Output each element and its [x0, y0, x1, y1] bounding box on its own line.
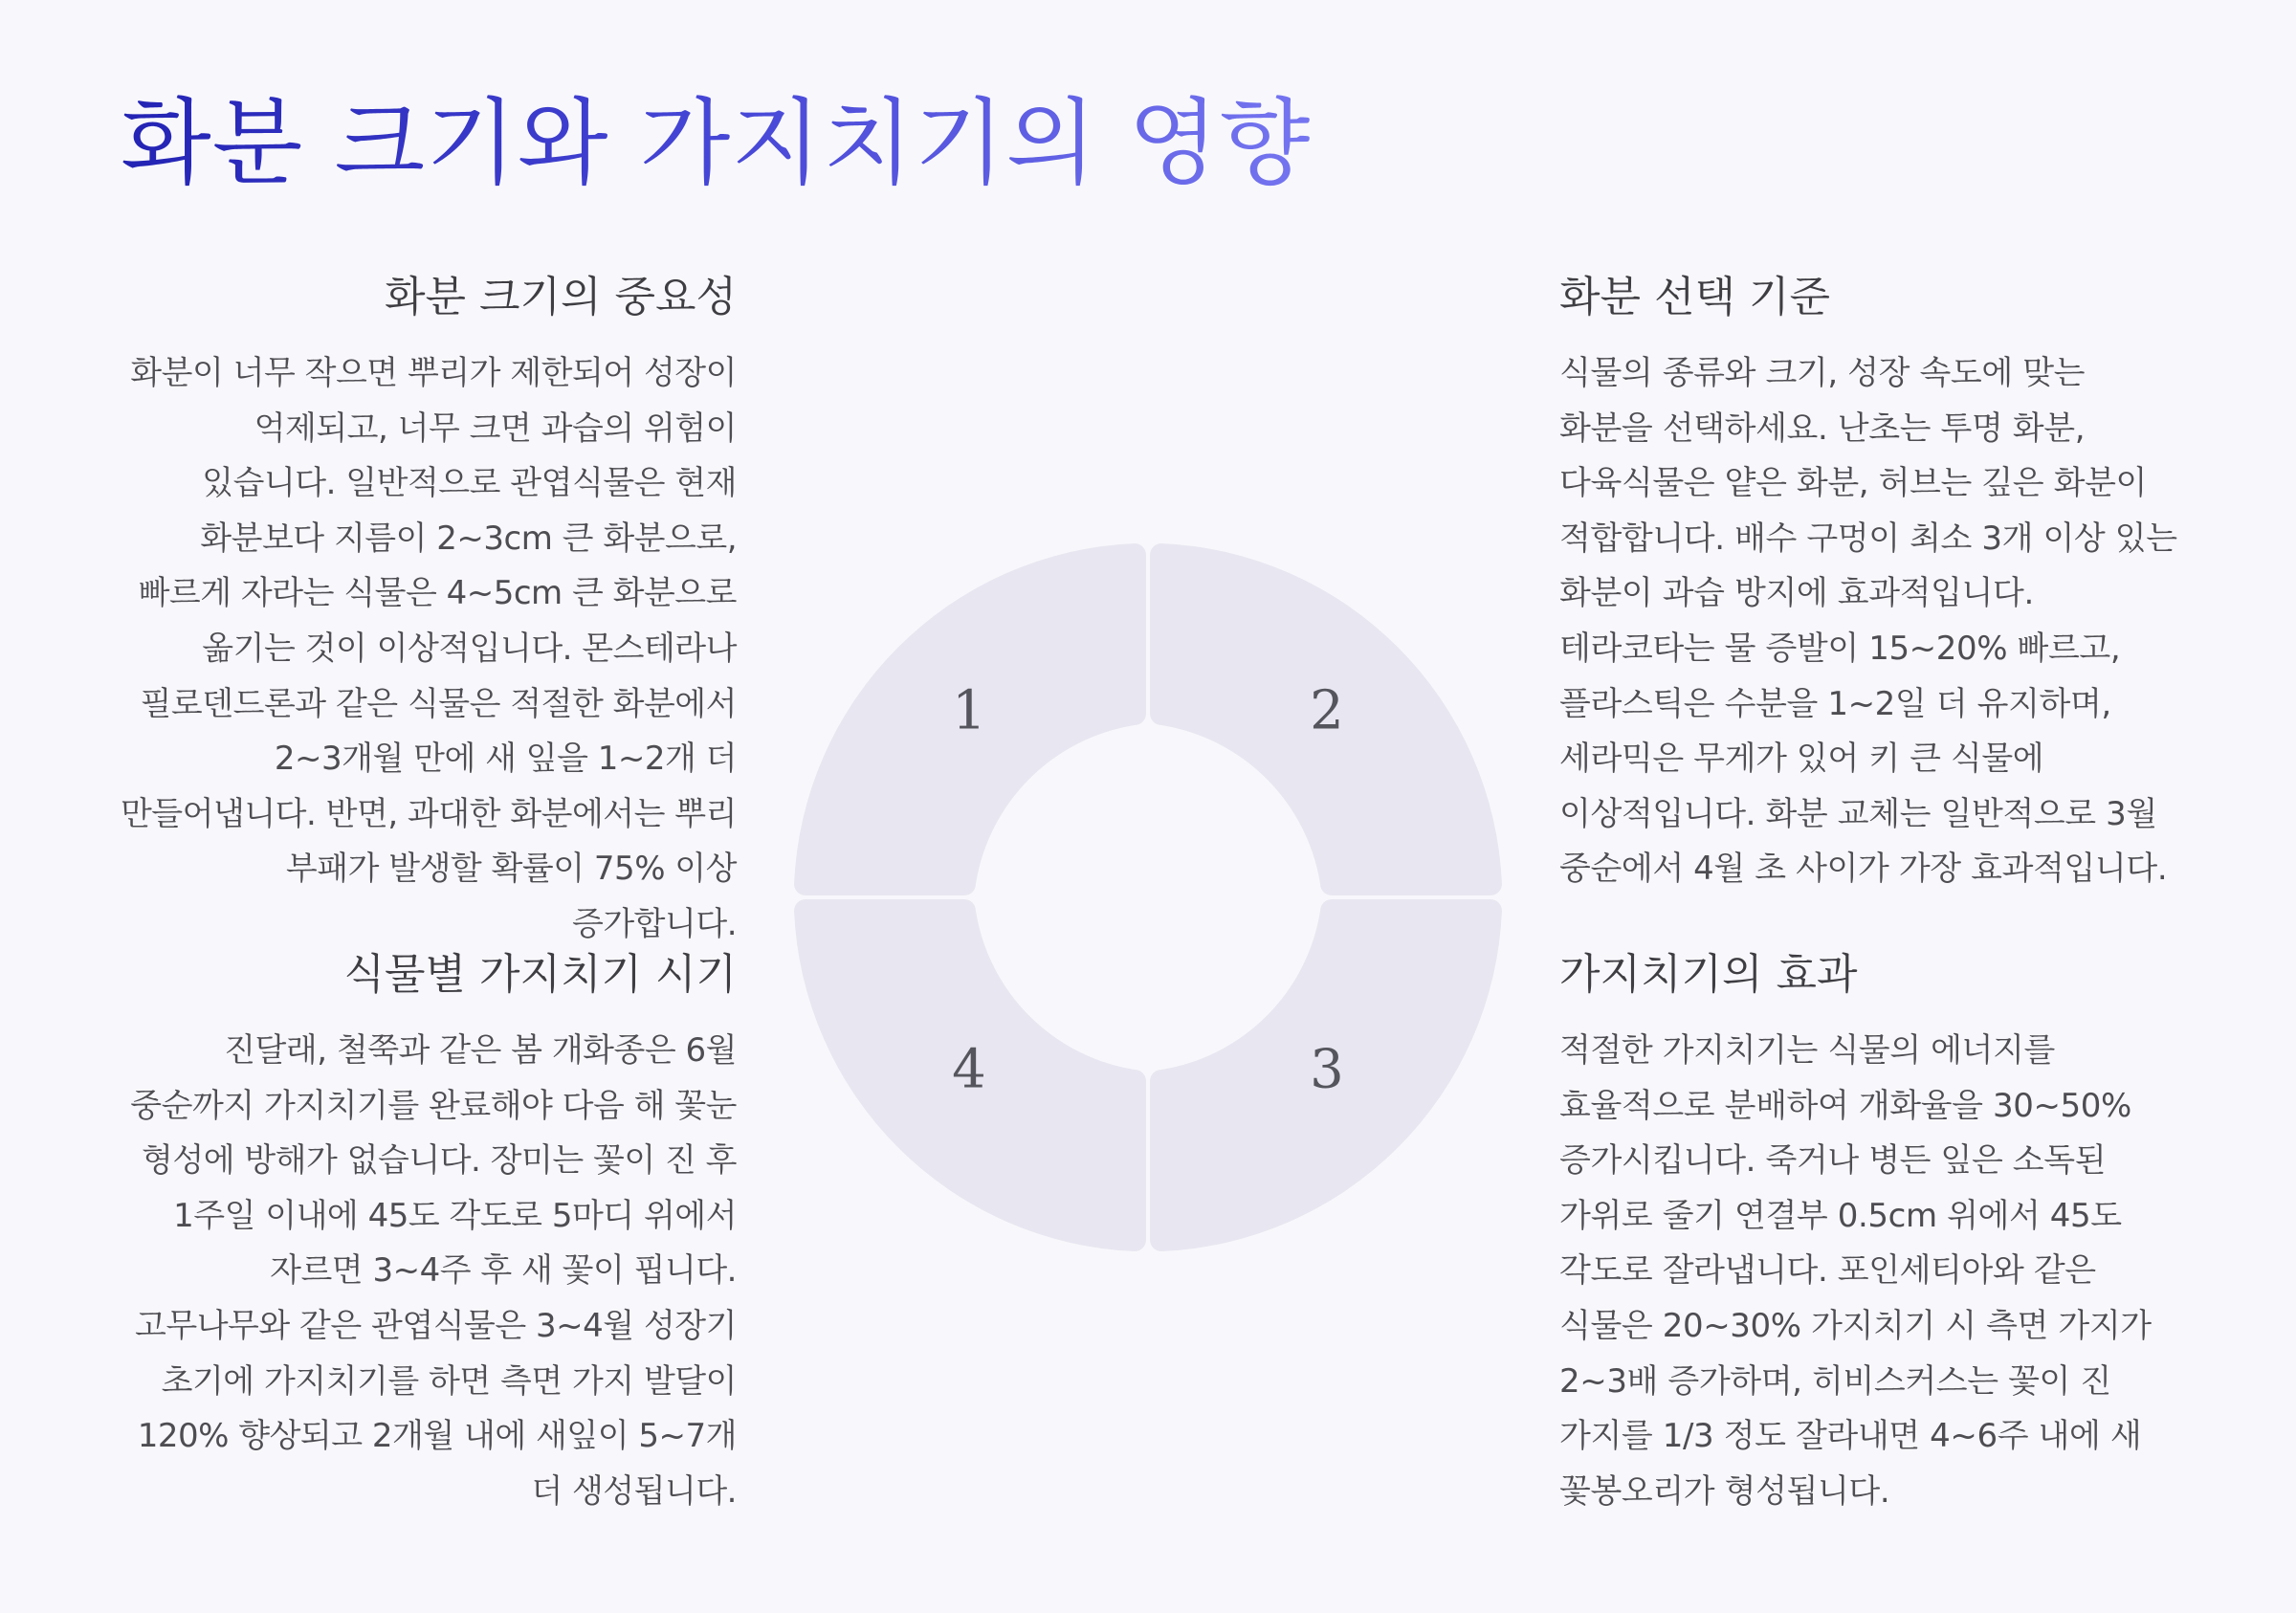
section-pot-selection-criteria: [1559, 266, 2177, 897]
section-body: 적절한 가지치기는 식물의 에너지를 효율적으로 분배하여 개화율을 30~50% 증가시킵니다. 죽거나 병든 잎은 소독된 가위로 줄기 연결부 0.5cm 위에서 45도 각도로 잘라냅니다. 포인세티아와 같은 식물은 20~30% 가지치기 시 측면 가지가 2~3배 증가하며, 히비스커스는 꽃이 진 가지를 1/3 정도 잘라내면 4~6주 내에 새 꽃봉오리가 형성됩니다.: [1559, 1031, 2152, 1511]
section-body: 식물의 종류와 크기, 성장 속도에 맞는 화분을 선택하세요. 난초는 투명 화분, 다육식물은 얕은 화분, 허브는 깊은 화분이 적합합니다. 배수 구멍이 최소 3개 이상 있는 화분이 과습 방지에 효과적입니다. 테라코타는 물 증발이 15~20% 빠르고, 플라스틱은 수분을 1~2일 더 유지하며, 세라믹은 무게가 있어 키 큰 식물에 이상적입니다. 화분 교체는 일반적으로 3월 중순에서 4월 초 사이가 가장 효과적입니다.: [1559, 354, 2177, 889]
section-body: 화분이 너무 작으면 뿌리가 제한되어 성장이 억제되고, 너무 크면 과습의 위험이 있습니다. 일반적으로 관엽식물은 현재 화분보다 지름이 2~3cm 큰 화분으로, 빠르게 자라는 식물은 4~5cm 큰 화분으로 옮기는 것이 이상적입니다. 몬스테라나 필로덴드론과 같은 식물은 적절한 화분에서 2~3개월 만에 새 잎을 1~2개 더 만들어냅니다. 반면, 과대한 화분에서는 뿌리 부패가 발생할 확률이 75% 이상 증가합니다.: [120, 354, 737, 943]
quadrant-number-1: 1: [952, 679, 986, 742]
quadrant-ring-svg: [784, 534, 1512, 1261]
section-pot-size-importance: [119, 266, 737, 953]
quadrant-number-3: 3: [1310, 1038, 1344, 1101]
quadrant-ring-diagram: [784, 534, 1512, 1261]
section-pruning-timing: [119, 943, 737, 1519]
section-heading: 가지치기의 효과: [1559, 950, 1858, 999]
quadrant-number-2: 2: [1310, 679, 1344, 742]
section-body: 진달래, 철쭉과 같은 봄 개화종은 6월 중순까지 가지치기를 완료해야 다음 해 꽃눈 형성에 방해가 없습니다. 장미는 꽃이 진 후 1주일 이내에 45도 각도로 5마디 위에서 자르면 3~4주 후 새 꽃이 핍니다. 고무나무와 같은 관엽식물은 3~4월 성장기 초기에 가지치기를 하면 측면 가지 발달이 120% 향상되고 2개월 내에 새잎이 5~7개 더 생성됩니다.: [130, 1031, 737, 1511]
section-pruning-effects: [1559, 943, 2177, 1519]
section-heading: 화분 크기의 중요성: [384, 273, 737, 321]
page-title: 화분 크기와 가지치기의 영향: [121, 88, 1311, 201]
section-heading: 화분 선택 기준: [1559, 273, 1830, 321]
quadrant-number-4: 4: [952, 1038, 986, 1101]
section-heading: 식물별 가지치기 시기: [343, 950, 737, 999]
